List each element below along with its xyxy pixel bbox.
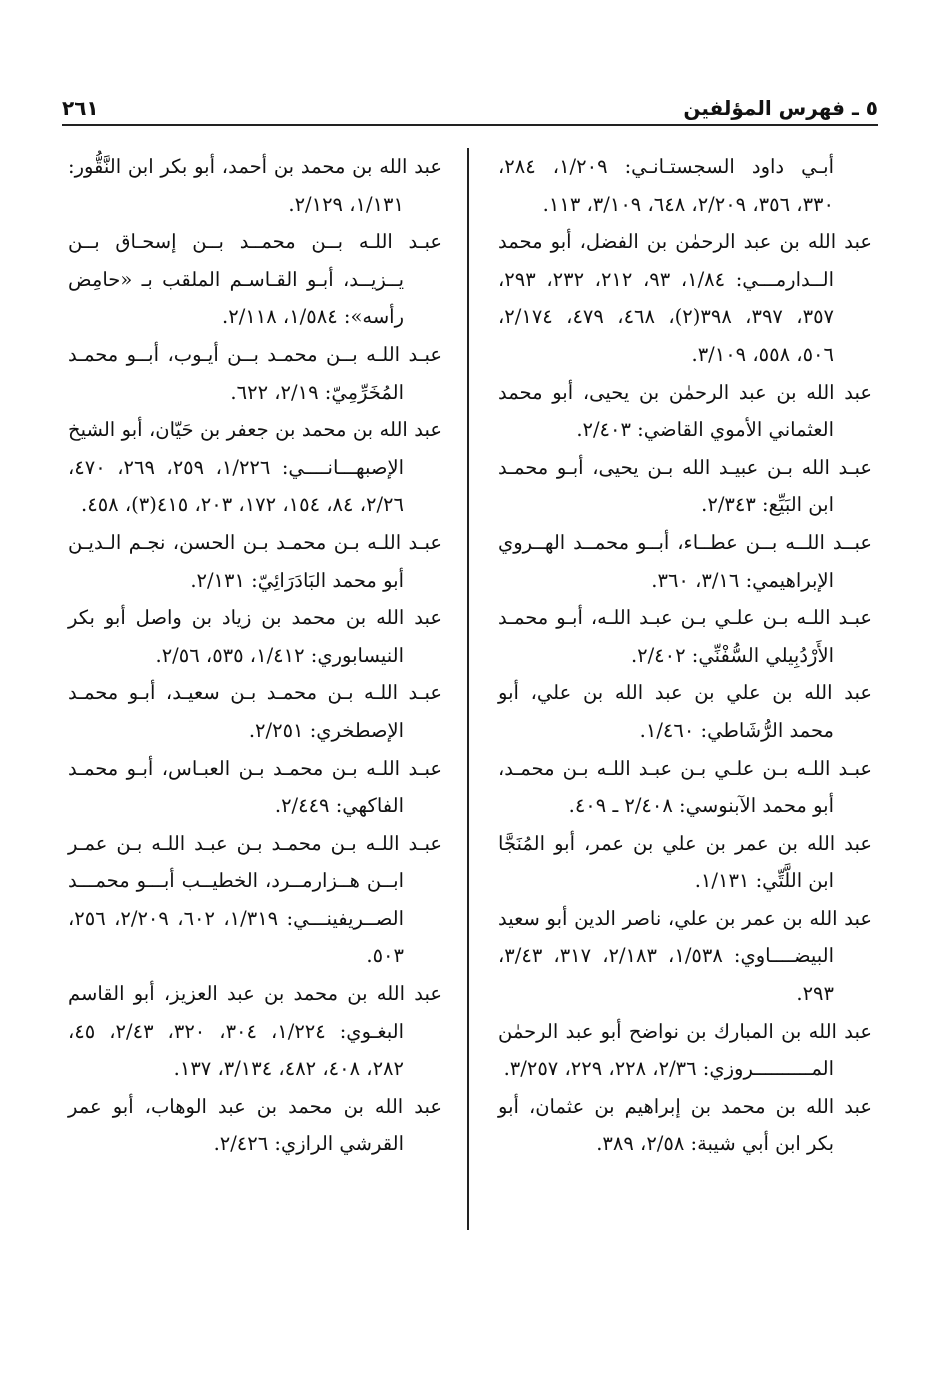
index-entry: عبـد اللـه بــن محمـد بــن أيـوب، أبــو محمـد المُخَرِّمِيّ: ٢/١٩، ٦٢٢.	[68, 342, 442, 404]
header-rule	[62, 124, 878, 126]
index-entry: أبـي داود السجستـانـي: ١/٢٠٩، ٢٨٤، ٣٣٠، ٣٥٦، ٢/٢٠٩، ٦٤٨، ٣/١٠٩، ١١٣.	[498, 155, 834, 216]
index-entry: عبـد اللـه بـن محمـد بـن العبـاس، أبـو محمـد الفاكهي: ٢/٤٤٩.	[68, 756, 442, 818]
index-entry: عبد الله بن محمد بن زياد بن واصل أبو بكر النيسابوري: ١/٤١٢، ٥٣٥، ٢/٥٦.	[68, 606, 442, 667]
page-number: ٢٦١	[62, 96, 99, 120]
index-entry: عبـد اللـه بـن محمـد بـن سعيـد، أبـو محمـد الإصطخري: ٢/٢٥١.	[68, 681, 442, 742]
index-entry: عبد الله بن محمد بن عبد العزيز، أبو القاسم البغـوي: ١/٢٢٤، ٣٠٤، ٣٢٠، ٢/٤٣، ٤٥، ٢٨٢، ٤٠٨، ٤٨٢، ٣/١٣٤، ١٣٧.	[68, 982, 442, 1081]
index-entry: عبــد اللــه بــن عطــاء، أبــو محمــد الهــروي الإبراهيمي: ٣/١٦، ٣٦٠.	[498, 530, 872, 592]
index-entry: عبد الله بن عمر بن علي بن عمر، أبو المُنَجَّا ابن اللَّتِّي: ١/١٣١.	[498, 831, 872, 893]
index-entry: عبد الله بن عبد الرحمٰن بن يحيى، أبو محمد العثماني الأموي القاضي: ٢/٤٠٣.	[498, 380, 872, 442]
index-entry: عبـد اللـه بـن علـي بـن عبـد اللـه بـن محمـد، أبو محمد الآبنوسي: ٢/٤٠٨ ـ ٤٠٩.	[498, 756, 872, 818]
index-entry: عبد الله بن محمد بن إبراهيم بن عثمان، أبو بكر ابن أبي شيبة: ٢/٥٨، ٣٨٩.	[498, 1094, 872, 1156]
running-header	[62, 84, 878, 120]
index-entry: عبـد اللـه بـن علـي بـن عبـد اللـه، أبـو محمـد الأَرْدُبِيلي السُّفْنِّي: ٢/٤٠٢.	[498, 606, 872, 667]
left-column	[68, 148, 442, 1163]
index-entry: عبد الله بن عبد الرحمٰن بن الفضل، أبو محمد الــدارمـــي: ١/٨٤، ٩٣، ٢١٢، ٢٣٢، ٢٩٣، ٣٥٧، ٣٩٧، ٣٩٨(٢)، ٤٦٨، ٤٧٩، ٢/١٧٤، ٥٠٦، ٥٥٨، ٣/١٠٩.	[498, 230, 872, 366]
index-entry: عبـد الله بـن عبيـد الله بـن يحيى، أبـو محمـد ابن البَيِّع: ٢/٣٤٣.	[498, 455, 872, 517]
index-entry: عبـد اللـه بـن محمـد بـن عبـد اللـه بـن عمـر ابــن هــزارمــرد، الخطيــب أبـــو محمـــد الصــريفينـــي: ١/٣١٩، ٦٠٢، ٢/٢٠٩، ٢٥٦، ٥٠٣.	[68, 831, 442, 968]
index-entry: عبد الله بن المبارك بن نواضح أبو عبد الرحمٰن المــــــــــروزي: ٢/٣٦، ٢٢٨، ٢٢٩، ٣/٢٥٧.	[498, 1019, 872, 1081]
column-divider	[467, 148, 469, 1230]
index-entry: عبد الله بن علي بن عبد الله بن علي، أبو محمد الرُّشَاطي: ١/٤٦٠.	[498, 681, 872, 742]
index-entry: عبد الله بن محمد بن أحمد، أبو بكر ابن النَّقُّور: ١/١٣١، ٢/١٢٩.	[68, 155, 442, 216]
index-entry: عبد الله بن محمد بن عبد الوهاب، أبو عمر القرشي الرازي: ٢/٤٢٦.	[68, 1094, 442, 1156]
section-title: ٥ ـ فهرس المؤلفين	[683, 96, 878, 120]
index-entry: عبـد اللـه بــن محمــد بــن إسحـاق بــن يــزيــد، أبـو القـاسـم الملقب بـ «حامِض رأسه»: ١/٥٨٤، ٢/١١٨.	[68, 230, 442, 329]
right-column	[498, 148, 872, 1163]
index-entry: عبد الله بن محمد بن جعفر بن حَيّان، أبو الشيخ الإصبهـــانــــي: ١/٢٢٦، ٢٥٩، ٢٦٩، ٤٧٠، ٢/٢٦، ٨٤، ١٥٤، ١٧٢، ٢٠٣، ٤١٥(٣)، ٤٥٨.	[68, 418, 442, 517]
index-entry: عبـد اللـه بـن محمـد بـن الحسن، نجـم الـديـن أبو محمد البَادَرَائِيّ: ٢/١٣١.	[68, 530, 442, 592]
index-entry: عبد الله بن عمر بن علي، ناصر الدين أبو سعيد البيضــــاوي: ١/٥٣٨، ٢/١٨٣، ٣١٧، ٣/٤٣، ٢٩٣.	[498, 906, 872, 1006]
